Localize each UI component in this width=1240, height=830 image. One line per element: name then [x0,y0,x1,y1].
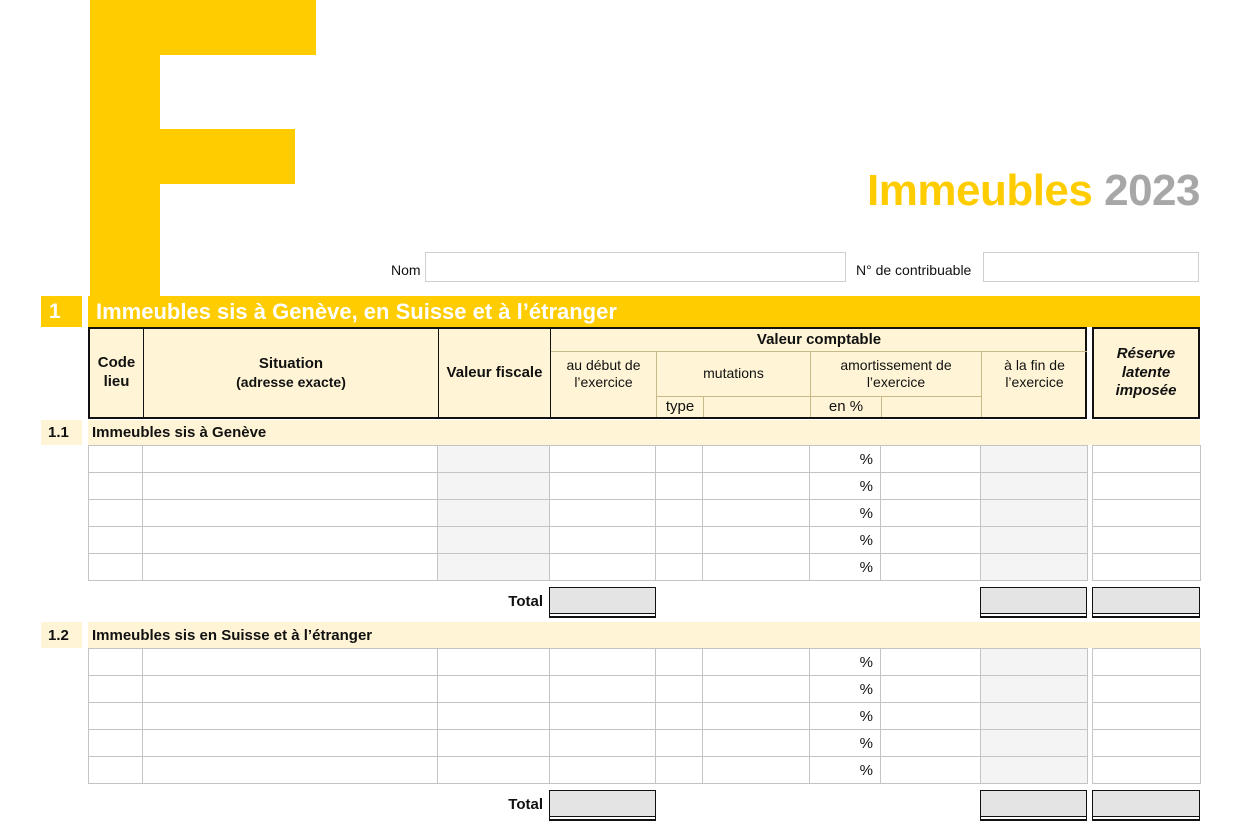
code-lieu-cell[interactable] [89,703,143,730]
subsection-number: 1.1 [41,420,82,445]
valeur-fiscale-cell[interactable] [438,500,550,527]
mutation-type-cell[interactable] [656,446,703,473]
mutation-type-cell[interactable] [656,527,703,554]
subsection-title: Immeubles sis à Genève [88,420,1200,445]
code-lieu-cell[interactable] [89,500,143,527]
table-row [89,554,1088,581]
code-lieu-cell[interactable] [89,649,143,676]
table-row [89,757,1088,784]
amortissement-montant-cell[interactable] [881,703,981,730]
mutation-montant-cell[interactable] [703,473,810,500]
situation-cell[interactable] [143,730,438,757]
mutation-montant-cell[interactable] [703,554,810,581]
mutation-montant-cell[interactable] [703,676,810,703]
reserve-cell[interactable] [1093,473,1201,500]
code-lieu-cell[interactable] [89,473,143,500]
code-lieu-cell[interactable] [89,527,143,554]
section-number: 1 [41,296,82,327]
amortissement-montant-cell[interactable] [881,473,981,500]
table-row [1093,446,1201,473]
mutation-montant-cell[interactable] [703,757,810,784]
table-row [1093,500,1201,527]
section-title: Immeubles sis à Genève, en Suisse et à l’étranger [88,296,1200,327]
col-situation-sub: (adresse exacte) [236,373,346,390]
table-row [89,703,1088,730]
valeur-fiscale-cell[interactable] [438,473,550,500]
table-row [89,730,1088,757]
debut-exercice-cell[interactable] [550,500,656,527]
amortissement-montant-cell[interactable] [881,554,981,581]
name-label: Nom [391,262,421,278]
table-row [1093,473,1201,500]
page-title [867,166,1200,216]
col-reserve-latente: Réserve latente imposée [1092,327,1200,419]
situation-cell[interactable] [143,500,438,527]
amortissement-pct-cell[interactable]: % [810,446,881,473]
reserve-cell[interactable] [1093,446,1201,473]
fin-exercice-cell[interactable] [981,676,1088,703]
amortissement-pct-cell[interactable]: % [810,527,881,554]
amortissement-montant-cell[interactable] [881,676,981,703]
reserve-cell[interactable] [1093,554,1201,581]
mutation-type-cell[interactable] [656,649,703,676]
mutation-montant-cell[interactable] [703,703,810,730]
taxpayer-number-label: N° de contribuable [856,262,972,278]
table-row [1093,730,1201,757]
title-year: 2023 [1104,166,1200,215]
debut-exercice-cell[interactable] [550,676,656,703]
fin-exercice-cell[interactable] [981,527,1088,554]
total-fin-exercice-field[interactable] [980,790,1087,817]
situation-cell[interactable] [143,676,438,703]
amortissement-pct-cell[interactable]: % [810,473,881,500]
col-situation-label: Situation [258,354,324,372]
valeur-fiscale-cell[interactable] [438,730,550,757]
amortissement-montant-cell[interactable] [881,730,981,757]
debut-exercice-cell[interactable] [550,446,656,473]
debut-exercice-cell[interactable] [550,527,656,554]
fin-exercice-cell[interactable] [981,500,1088,527]
col-debut-exercice: au début de l’exercice [566,356,641,390]
amortissement-montant-cell[interactable] [881,649,981,676]
code-lieu-cell[interactable] [89,757,143,784]
table-row [89,446,1088,473]
table-row [1093,676,1201,703]
debut-exercice-cell[interactable] [550,473,656,500]
reserve-cell[interactable] [1093,730,1201,757]
fin-exercice-cell[interactable] [981,446,1088,473]
mutation-montant-cell[interactable] [703,730,810,757]
amortissement-pct-cell[interactable]: % [810,649,881,676]
geneva-reserve-column [1092,445,1201,581]
fin-exercice-cell[interactable] [981,757,1088,784]
mutation-montant-cell[interactable] [703,500,810,527]
table-row [89,649,1088,676]
situation-cell[interactable] [143,649,438,676]
table-row [1093,554,1201,581]
table-header [88,327,1087,419]
table-row [1093,527,1201,554]
geneva-rows-table [88,445,1088,581]
mutation-montant-cell[interactable] [703,649,810,676]
fin-exercice-cell[interactable] [981,703,1088,730]
reserve-cell[interactable] [1093,703,1201,730]
table-row [1093,757,1201,784]
swiss-foreign-rows-table [88,648,1088,784]
code-lieu-cell[interactable] [89,730,143,757]
amortissement-pct-cell[interactable]: % [810,730,881,757]
title-word: Immeubles [867,166,1093,215]
swiss-foreign-reserve-column [1092,648,1201,784]
total-label: Total [508,796,543,813]
reserve-cell[interactable] [1093,527,1201,554]
total-reserve-field[interactable] [1092,790,1200,817]
code-lieu-cell[interactable] [89,446,143,473]
amortissement-pct-cell[interactable]: % [810,676,881,703]
mutation-type-cell[interactable] [656,554,703,581]
total-valeur-fiscale-field[interactable] [549,790,656,817]
name-field[interactable] [425,252,846,282]
col-situation [144,329,438,417]
mutation-type-cell[interactable] [656,473,703,500]
total-fin-exercice-field[interactable] [980,587,1087,614]
amortissement-pct-cell[interactable]: % [810,554,881,581]
table-row [89,473,1088,500]
table-row [1093,649,1201,676]
valeur-fiscale-cell[interactable] [438,554,550,581]
amortissement-montant-cell[interactable] [881,757,981,784]
debut-exercice-cell[interactable] [550,730,656,757]
total-valeur-fiscale-field[interactable] [549,587,656,614]
debut-exercice-cell[interactable] [550,649,656,676]
table-row [89,500,1088,527]
situation-cell[interactable] [143,554,438,581]
code-lieu-cell[interactable] [89,676,143,703]
mutation-type-cell[interactable] [656,730,703,757]
valeur-fiscale-cell[interactable] [438,649,550,676]
debut-exercice-cell[interactable] [550,703,656,730]
mutation-montant-cell[interactable] [703,446,810,473]
fin-exercice-cell[interactable] [981,473,1088,500]
amortissement-pct-cell[interactable]: % [810,500,881,527]
valeur-fiscale-cell[interactable] [438,446,550,473]
col-valeur-comptable: Valeur comptable [756,330,882,348]
taxpayer-number-field[interactable] [983,252,1199,282]
valeur-fiscale-cell[interactable] [438,757,550,784]
mutation-type-cell[interactable] [656,500,703,527]
amortissement-montant-cell[interactable] [881,500,981,527]
subsection-title: Immeubles sis en Suisse et à l’étranger [88,622,1200,648]
fin-exercice-cell[interactable] [981,554,1088,581]
situation-cell[interactable] [143,446,438,473]
col-amortissement: amortissement de l’exercice [840,356,952,390]
col-mutations: mutations [703,365,764,382]
table-row [1093,703,1201,730]
col-en-pourcent: en % [828,397,864,415]
reserve-cell[interactable] [1093,649,1201,676]
total-reserve-field[interactable] [1092,587,1200,614]
col-fin-exercice: à la fin de l’exercice [1004,356,1065,390]
col-code-lieu: Code lieu [97,354,136,390]
fin-exercice-cell[interactable] [981,730,1088,757]
col-valeur-fiscale: Valeur fiscale [446,363,543,381]
situation-cell[interactable] [143,473,438,500]
debut-exercice-cell[interactable] [550,757,656,784]
amortissement-montant-cell[interactable] [881,527,981,554]
subsection-number: 1.2 [41,622,82,648]
valeur-fiscale-cell[interactable] [438,527,550,554]
table-row [89,527,1088,554]
table-row [89,676,1088,703]
form-f-logo [0,0,320,296]
fin-exercice-cell[interactable] [981,649,1088,676]
valeur-fiscale-cell[interactable] [438,676,550,703]
amortissement-montant-cell[interactable] [881,446,981,473]
total-label: Total [508,593,543,610]
mutation-type-cell[interactable] [656,676,703,703]
situation-cell[interactable] [143,527,438,554]
code-lieu-cell[interactable] [89,554,143,581]
debut-exercice-cell[interactable] [550,554,656,581]
amortissement-pct-cell[interactable]: % [810,703,881,730]
reserve-cell[interactable] [1093,676,1201,703]
mutation-montant-cell[interactable] [703,527,810,554]
amortissement-pct-cell[interactable]: % [810,757,881,784]
reserve-cell[interactable] [1093,757,1201,784]
reserve-cell[interactable] [1093,500,1201,527]
valeur-fiscale-cell[interactable] [438,703,550,730]
col-type: type [665,397,695,415]
situation-cell[interactable] [143,703,438,730]
mutation-type-cell[interactable] [656,703,703,730]
situation-cell[interactable] [143,757,438,784]
mutation-type-cell[interactable] [656,757,703,784]
